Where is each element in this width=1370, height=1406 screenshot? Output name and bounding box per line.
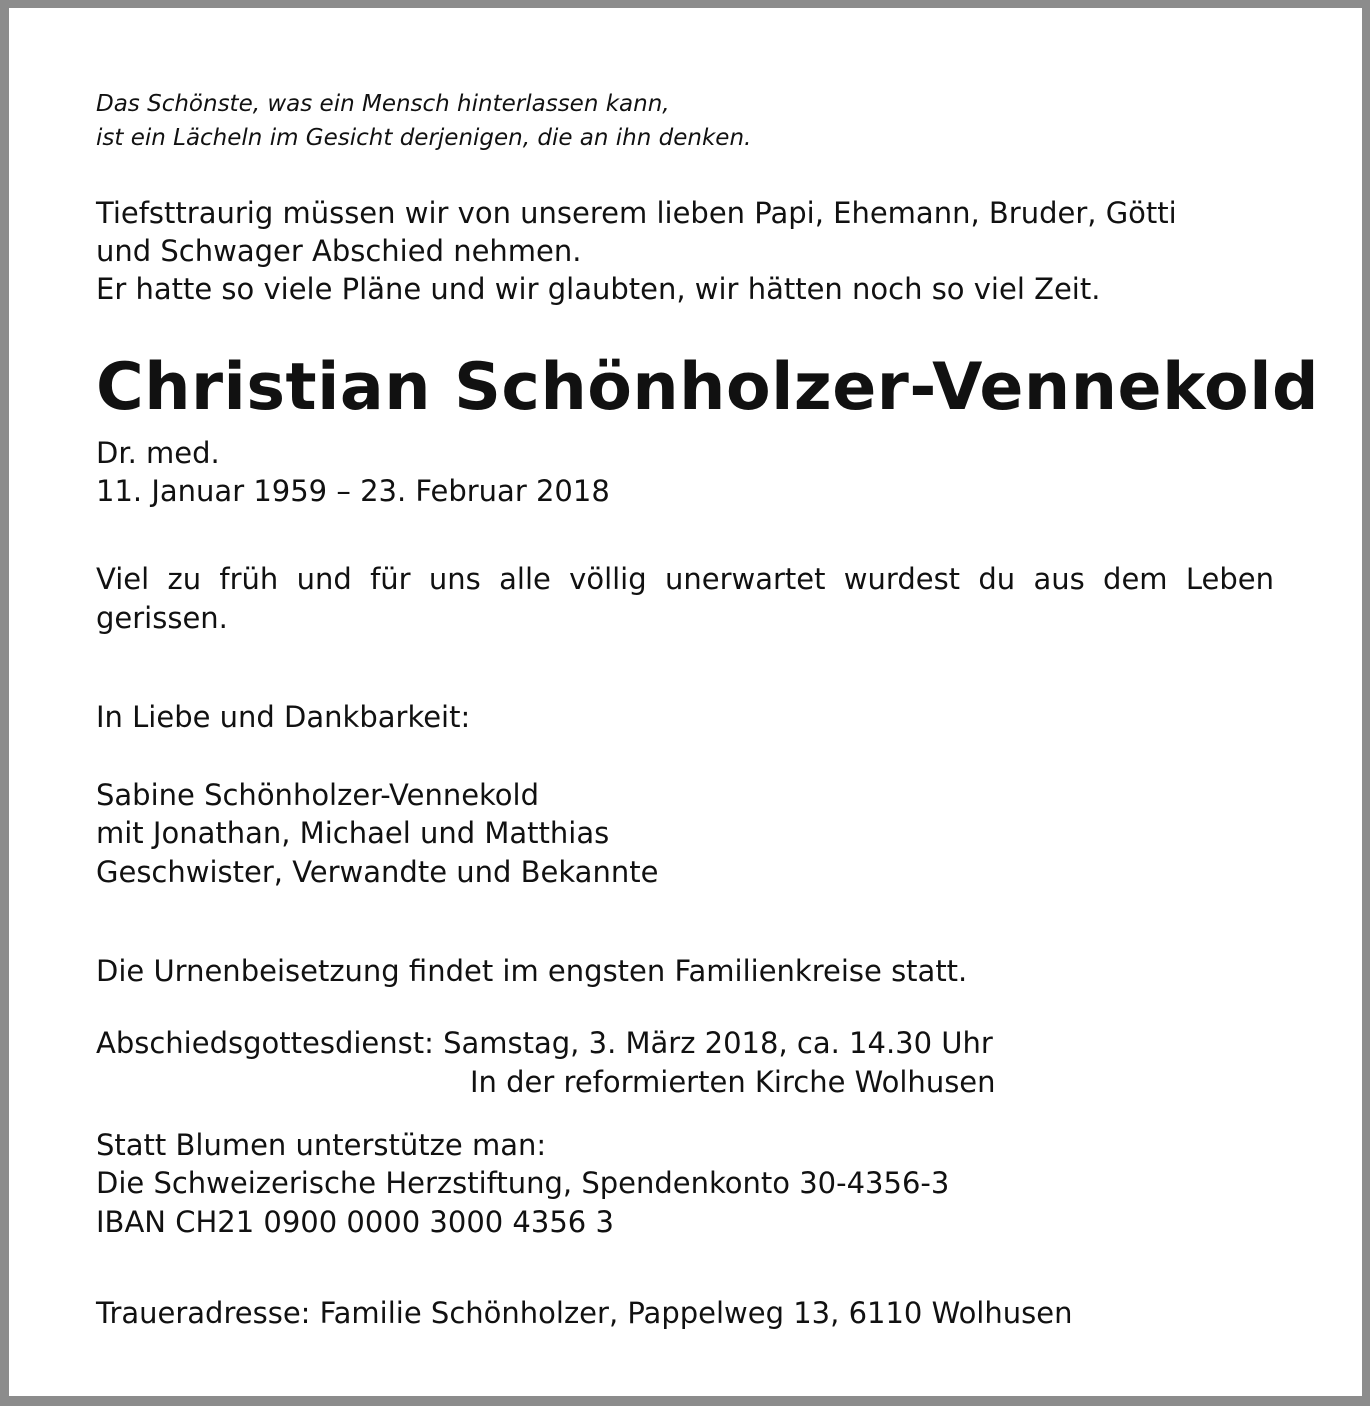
mourners-heading: In Liebe und Dankbarkeit: <box>96 700 471 734</box>
motto-line-2: ist ein Lächeln im Gesicht derjenigen, die an ihn denken. <box>96 125 752 151</box>
deceased-title: Dr. med. <box>96 436 220 470</box>
donation-account: Die Schweizerische Herzstiftung, Spendenkonto 30-4356-3 <box>96 1166 950 1200</box>
service-location: In der reformierten Kirche Wolhusen <box>470 1065 996 1099</box>
deceased-name: Christian Schönholzer-Vennekold <box>96 350 1320 425</box>
donation-iban: IBAN CH21 0900 0000 3000 4356 3 <box>96 1205 614 1239</box>
message-line-1: Viel zu früh und für uns alle völlig unerwartet wurdest du aus dem Leben <box>96 562 1274 596</box>
intro-line-1: Tiefsttraurig müssen wir von unserem lieben Papi, Ehemann, Bruder, Götti <box>96 196 1177 230</box>
intro-line-3: Er hatte so viele Pläne und wir glaubten, wir hätten noch so viel Zeit. <box>96 272 1101 306</box>
burial-notice: Die Urnenbeisetzung findet im engsten Familienkreise statt. <box>96 954 968 988</box>
deceased-dates: 11. Januar 1959 – 23. Februar 2018 <box>96 474 610 508</box>
mourner-line-3: Geschwister, Verwandte und Bekannte <box>96 855 659 889</box>
service-line-1: Abschiedsgottesdienst: Samstag, 3. März 2018, ca. 14.30 Uhr <box>96 1026 993 1060</box>
mourner-line-2: mit Jonathan, Michael und Matthias <box>96 816 610 850</box>
message-line-2: gerissen. <box>96 601 228 635</box>
motto-line-1: Das Schönste, was ein Mensch hinterlassen kann, <box>96 91 670 117</box>
donation-heading: Statt Blumen unterstütze man: <box>96 1128 547 1162</box>
mourning-address: Traueradresse: Familie Schönholzer, Pappelweg 13, 6110 Wolhusen <box>96 1296 1073 1330</box>
intro-line-2: und Schwager Abschied nehmen. <box>96 234 582 268</box>
mourner-line-1: Sabine Schönholzer-Vennekold <box>96 778 540 812</box>
